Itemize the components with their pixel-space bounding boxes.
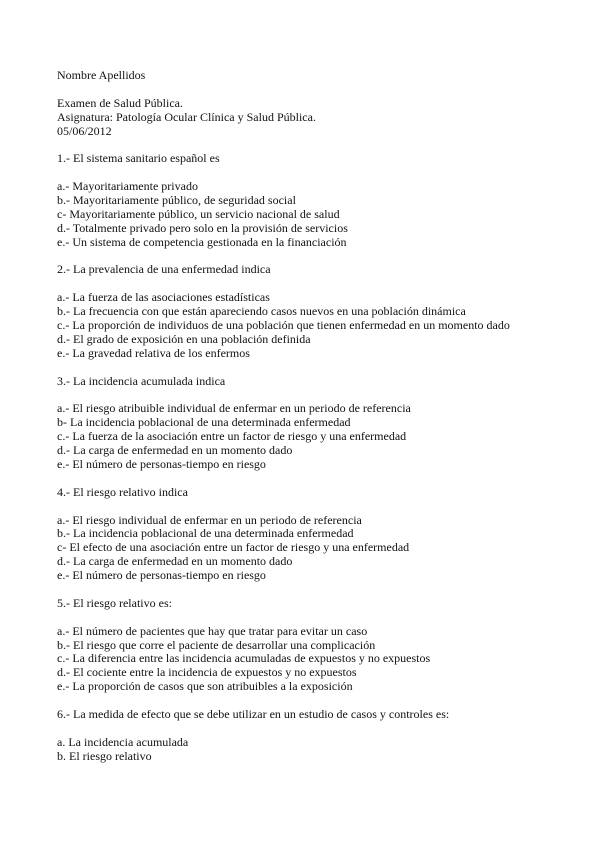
- answer-option: b- La incidencia poblacional de una determinada enfermedad: [57, 415, 351, 430]
- answer-option: a.- Mayoritariamente privado: [57, 179, 198, 194]
- answer-option: a.- El riesgo atribuible individual de enfermar en un periodo de referencia: [57, 401, 411, 416]
- answer-option: a.- El número de pacientes que hay que tratar para evitar un caso: [57, 623, 368, 638]
- question-block: [57, 486, 577, 583]
- question-block: [57, 375, 577, 472]
- exam-title: Examen de Salud Pública.: [57, 95, 183, 110]
- answer-option: a. La incidencia acumulada: [57, 734, 189, 749]
- answer-option: c.- La diferencia entre las incidencia acumuladas de expuestos y no expuestos: [57, 651, 431, 666]
- student-name-line: Nombre Apellidos: [57, 68, 146, 82]
- question-block: [57, 263, 577, 360]
- question-text: 3.- La incidencia acumulada indica: [57, 373, 226, 388]
- answer-option: b.- Mayoritariamente público, de seguridad social: [57, 193, 296, 208]
- answer-option: c- El efecto de una asociación entre un factor de riesgo y una enfermedad: [57, 540, 410, 555]
- question-block: [57, 597, 577, 694]
- answer-option: c.- La fuerza de la asociación entre un factor de riesgo y una enfermedad: [57, 429, 407, 444]
- answer-option: b.- La frecuencia con que están apareciendo casos nuevos en una población dinámica: [57, 304, 466, 319]
- question-text: 2.- La prevalencia de una enfermedad indica: [57, 262, 271, 277]
- question-block: [57, 152, 577, 249]
- answer-option: a.- El riesgo individual de enfermar en un periodo de referencia: [57, 512, 362, 527]
- answer-option: d.- El grado de exposición en una población definida: [57, 331, 311, 346]
- answer-option: e.- La proporción de casos que son atribuibles a la exposición: [57, 679, 353, 694]
- question-text: 4.- El riesgo relativo indica: [57, 484, 188, 499]
- answer-option: b. El riesgo relativo: [57, 748, 152, 763]
- answer-option: c.- La proporción de individuos de una población que tienen enfermedad en un momento dado: [57, 318, 510, 333]
- answer-option: b.- El riesgo que corre el paciente de desarrollar una complicación: [57, 637, 376, 652]
- question-block: [57, 708, 577, 764]
- answer-option: e.- Un sistema de competencia gestionada en la financiación: [57, 234, 347, 249]
- answer-option: e.- El número de personas-tiempo en riesgo: [57, 568, 266, 583]
- question-text: 5.- El riesgo relativo es:: [57, 595, 172, 610]
- subject-line: Asignatura: Patología Ocular Clínica y Salud Pública.: [57, 109, 316, 124]
- answer-option: e.- La gravedad relativa de los enfermos: [57, 345, 250, 360]
- exam-date: 05/06/2012: [57, 123, 112, 138]
- answer-option: a.- La fuerza de las asociaciones estadísticas: [57, 290, 270, 305]
- answer-option: d.- La carga de enfermedad en un momento dado: [57, 554, 293, 569]
- answer-option: d.- Totalmente privado pero solo en la provisión de servicios: [57, 220, 348, 235]
- answer-option: c- Mayoritariamente público, un servicio nacional de salud: [57, 206, 340, 221]
- answer-option: d.- La carga de enfermedad en un momento dado: [57, 443, 293, 458]
- document-body: [57, 69, 577, 764]
- question-text: 6.- La medida de efecto que se debe utilizar en un estudio de casos y controles es:: [57, 706, 450, 721]
- answer-option: e.- El número de personas-tiempo en riesgo: [57, 456, 266, 471]
- answer-option: b.- La incidencia poblacional de una determinada enfermedad: [57, 526, 354, 541]
- answer-option: d.- El cociente entre la incidencia de expuestos y no expuestos: [57, 665, 357, 680]
- question-text: 1.- El sistema sanitario español es: [57, 151, 220, 166]
